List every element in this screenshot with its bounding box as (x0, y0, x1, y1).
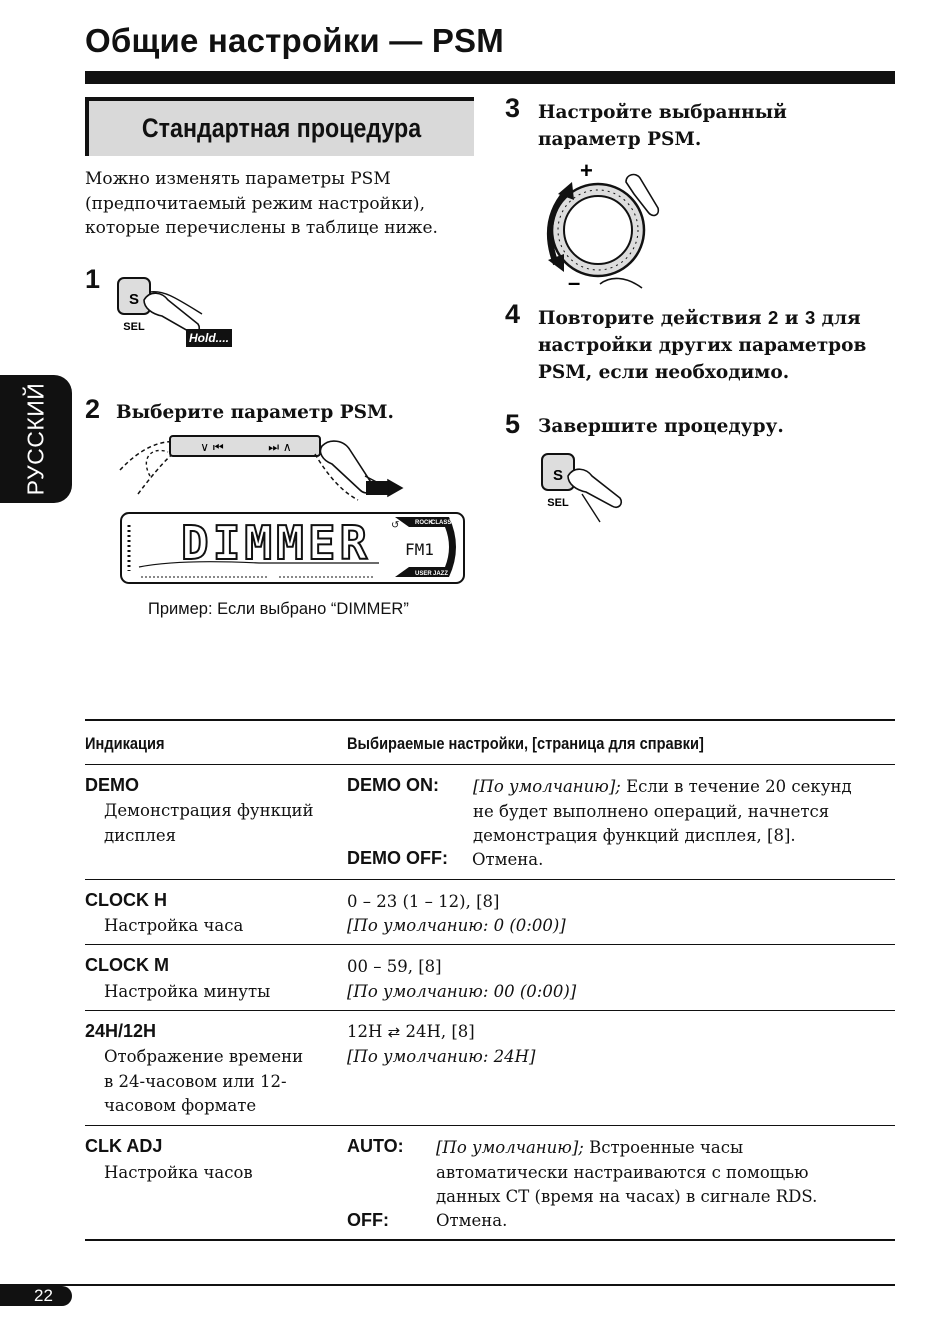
row-description: Настройка часов (104, 1163, 253, 1182)
option-label: AUTO: (347, 1136, 404, 1156)
clock-icon: ↺ (391, 520, 400, 531)
section-heading: Стандартная процедура (141, 113, 422, 143)
seek-button-bar (170, 436, 320, 456)
row-description: Настройка минуты (104, 982, 271, 1001)
row-indication: CLOCK M (85, 955, 169, 975)
arrow-right-icon (366, 481, 388, 495)
row-indication: 24H/12H (85, 1021, 157, 1041)
footer-rule (0, 1284, 895, 1286)
finger-icon (600, 278, 642, 288)
page-title: Общие настройки — PSM (85, 22, 504, 59)
row-default: [По умолчанию: 24H] (347, 1047, 536, 1066)
step-3-number: 3 (505, 93, 521, 123)
row-description: Настройка часа (104, 916, 244, 935)
lcd-band-text: FM1 (405, 540, 434, 559)
sel-key-label: SEL (547, 497, 569, 509)
option-label: DEMO OFF: (347, 848, 448, 868)
option-text: Отмена. (472, 850, 544, 869)
table-header-indication: Индикация (85, 734, 165, 753)
language-tab (0, 375, 72, 503)
row-divider (85, 1125, 895, 1126)
step-4-number: 4 (505, 299, 521, 329)
option-text: Отмена. (436, 1211, 508, 1230)
row-description: Демонстрация функций дисплея (104, 801, 314, 845)
lcd-tag-classic: CLASSIC (431, 520, 458, 526)
option-text: [По умолчанию]; Если в течение 20 секунд не будет выполнено операций, начнется демонстрация функций дисплея, [8]. (473, 777, 852, 845)
row-range: 00 – 59, [8] (347, 957, 442, 976)
display-caption: Пример: Если выбрано “DIMMER” (148, 600, 409, 618)
lcd-tag-rock: ROCK (415, 520, 433, 526)
hold-label: Hold.... (189, 331, 229, 345)
option-label: DEMO ON: (347, 775, 439, 795)
step-5-text: Завершите процедуру. (538, 416, 784, 437)
seek-buttons-illustration (110, 428, 410, 508)
language-tab-label: РУССКИЙ (22, 382, 49, 496)
table-bottom-rule (85, 1239, 895, 1241)
step-1-number: 1 (85, 264, 101, 294)
step-2-text: Выберите параметр PSM. (116, 402, 394, 423)
step-2-number: 2 (85, 394, 101, 424)
toggle-arrows-icon: ⇄ (387, 1024, 401, 1041)
row-divider (85, 944, 895, 945)
step-4-text: Повторите действия 2 и 3 для настройки других параметров PSM, если необходимо. (538, 307, 867, 383)
table-header-settings: Выбираемые настройки, [страница для справки] (347, 734, 704, 753)
lcd-display-illustration (119, 511, 466, 585)
step-3-text: Настройте выбранный параметр PSM. (538, 102, 787, 150)
section-heading-box (85, 97, 474, 156)
sel-button-illustration (534, 448, 634, 528)
finger-icon (568, 469, 621, 507)
control-dial-illustration (530, 160, 670, 300)
row-range: 0 – 23 (1 – 12), [8] (347, 892, 500, 911)
row-divider (85, 1010, 895, 1011)
table-header-rule (85, 764, 895, 765)
sel-button-hold-illustration (110, 272, 240, 354)
seek-back-icon: ∨ ⏮ (200, 440, 224, 454)
option-text: [По умолчанию]; Встроенные часы автоматически настраиваются с помощью данных CT (время на часах) в сигнале RDS. (436, 1138, 818, 1206)
page-number-badge (0, 1286, 72, 1306)
finger-icon (320, 441, 372, 493)
sel-key-letter: S (552, 467, 564, 484)
row-indication: CLK ADJ (85, 1136, 163, 1156)
seek-forward-icon: ⏭ ∧ (268, 440, 292, 454)
lcd-tag-jazz: JAZZ (433, 571, 448, 577)
row-description: Отображение времени в 24-часовом или 12-часовом формате (104, 1047, 304, 1115)
dial-minus-label: – (568, 270, 581, 295)
lcd-tag-user: USER (415, 571, 432, 577)
row-indication: DEMO (85, 775, 139, 795)
title-rule (85, 71, 895, 84)
dial-plus-label: + (580, 160, 593, 183)
row-indication: CLOCK H (85, 890, 167, 910)
option-label: OFF: (347, 1210, 389, 1230)
page-number: 22 (34, 1286, 53, 1305)
row-divider (85, 879, 895, 880)
row-default: [По умолчанию: 00 (0:00)] (347, 982, 577, 1001)
lcd-main-text: DIMMER (181, 516, 372, 570)
intro-text: Можно изменять параметры PSM (предпочитаемый режим настройки), которые перечислены в таблице ниже. (85, 169, 438, 238)
finger-icon (144, 293, 199, 333)
step-5-number: 5 (505, 409, 521, 439)
row-range: 12H ⇄ 24H, [8] (347, 1022, 475, 1041)
sel-key-label: SEL (123, 321, 145, 333)
row-default: [По умолчанию: 0 (0:00)] (347, 916, 566, 935)
table-top-rule (85, 719, 895, 721)
sel-key-letter: S (128, 291, 140, 308)
